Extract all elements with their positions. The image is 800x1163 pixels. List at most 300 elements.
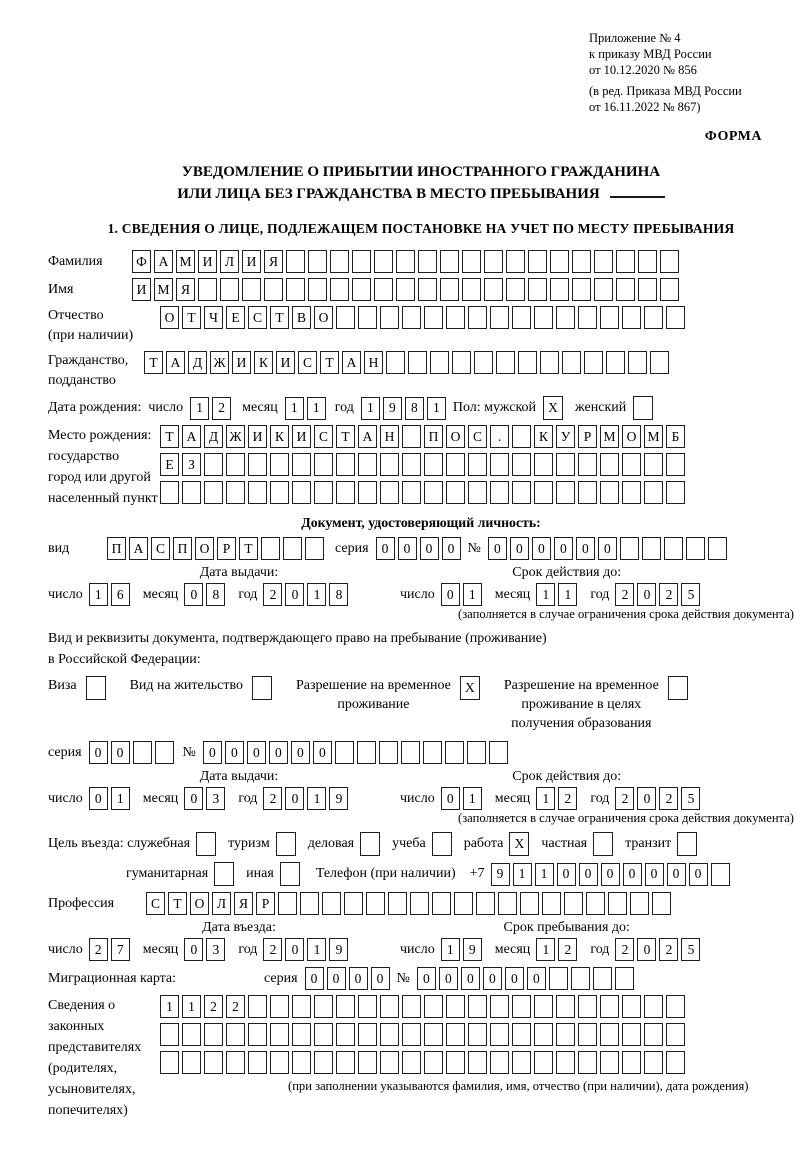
char-cell[interactable]	[344, 892, 363, 915]
char-cell[interactable]	[358, 306, 377, 329]
char-cell[interactable]	[261, 537, 280, 560]
char-cell[interactable]	[490, 481, 509, 504]
char-cell[interactable]: 2	[615, 787, 634, 810]
char-cell[interactable]: 2	[89, 938, 108, 961]
char-cell[interactable]: 0	[637, 938, 656, 961]
char-cell[interactable]: .	[490, 425, 509, 448]
char-cell[interactable]: 5	[681, 787, 700, 810]
char-cell[interactable]	[160, 1023, 179, 1046]
char-cell[interactable]: 0	[305, 967, 324, 990]
char-cell[interactable]	[336, 453, 355, 476]
char-cell[interactable]: П	[107, 537, 126, 560]
birth-place-row1-cells[interactable]	[160, 425, 688, 448]
char-cell[interactable]: И	[198, 250, 217, 273]
char-cell[interactable]	[622, 995, 641, 1018]
char-cell[interactable]	[386, 351, 405, 374]
char-cell[interactable]	[424, 1023, 443, 1046]
char-cell[interactable]: И	[232, 351, 251, 374]
char-cell[interactable]	[155, 741, 174, 764]
char-cell[interactable]: 9	[463, 938, 482, 961]
char-cell[interactable]: 9	[383, 397, 402, 420]
char-cell[interactable]	[286, 278, 305, 301]
char-cell[interactable]	[571, 967, 590, 990]
char-cell[interactable]	[204, 1051, 223, 1074]
purpose-humanitarian-checkbox[interactable]	[214, 862, 234, 886]
purpose-business-checkbox[interactable]	[360, 832, 380, 856]
char-cell[interactable]: 2	[263, 938, 282, 961]
char-cell[interactable]	[286, 250, 305, 273]
char-cell[interactable]	[578, 481, 597, 504]
char-cell[interactable]: 2	[263, 787, 282, 810]
char-cell[interactable]: 3	[206, 787, 225, 810]
purpose-transit-checkbox[interactable]	[677, 832, 697, 856]
char-cell[interactable]	[446, 481, 465, 504]
char-cell[interactable]	[278, 892, 297, 915]
char-cell[interactable]	[336, 481, 355, 504]
char-cell[interactable]	[204, 1023, 223, 1046]
stay-year-cells[interactable]	[615, 938, 703, 961]
char-cell[interactable]: И	[276, 351, 295, 374]
char-cell[interactable]: 0	[313, 741, 332, 764]
char-cell[interactable]	[410, 892, 429, 915]
char-cell[interactable]	[440, 278, 459, 301]
char-cell[interactable]	[666, 1023, 685, 1046]
char-cell[interactable]: 1	[513, 863, 532, 886]
char-cell[interactable]: 9	[329, 787, 348, 810]
purpose-other-checkbox[interactable]	[280, 862, 300, 886]
char-cell[interactable]: Ч	[204, 306, 223, 329]
purpose-study-checkbox[interactable]	[432, 832, 452, 856]
char-cell[interactable]	[496, 351, 515, 374]
char-cell[interactable]	[308, 278, 327, 301]
char-cell[interactable]	[446, 995, 465, 1018]
char-cell[interactable]	[468, 481, 487, 504]
char-cell[interactable]	[204, 453, 223, 476]
permit-issue-year-cells[interactable]	[263, 787, 351, 810]
id-issue-day-cells[interactable]	[89, 583, 133, 606]
char-cell[interactable]	[528, 278, 547, 301]
char-cell[interactable]	[578, 453, 597, 476]
char-cell[interactable]	[424, 995, 443, 1018]
char-cell[interactable]: 0	[89, 787, 108, 810]
char-cell[interactable]: И	[132, 278, 151, 301]
char-cell[interactable]: 0	[667, 863, 686, 886]
char-cell[interactable]: 1	[536, 938, 555, 961]
char-cell[interactable]	[335, 741, 354, 764]
char-cell[interactable]	[446, 1023, 465, 1046]
char-cell[interactable]	[468, 1051, 487, 1074]
char-cell[interactable]	[380, 1051, 399, 1074]
char-cell[interactable]: 8	[329, 583, 348, 606]
char-cell[interactable]: Р	[256, 892, 275, 915]
char-cell[interactable]: 8	[405, 397, 424, 420]
permit-valid-day-cells[interactable]	[441, 787, 485, 810]
char-cell[interactable]	[490, 1051, 509, 1074]
char-cell[interactable]	[308, 250, 327, 273]
char-cell[interactable]: Т	[182, 306, 201, 329]
char-cell[interactable]: У	[556, 425, 575, 448]
char-cell[interactable]	[380, 453, 399, 476]
char-cell[interactable]: Ф	[132, 250, 151, 273]
char-cell[interactable]: 3	[206, 938, 225, 961]
char-cell[interactable]: З	[182, 453, 201, 476]
char-cell[interactable]	[594, 250, 613, 273]
char-cell[interactable]	[352, 278, 371, 301]
char-cell[interactable]	[512, 1023, 531, 1046]
char-cell[interactable]	[484, 250, 503, 273]
char-cell[interactable]	[424, 306, 443, 329]
char-cell[interactable]	[534, 1051, 553, 1074]
char-cell[interactable]: 0	[441, 787, 460, 810]
char-cell[interactable]	[600, 481, 619, 504]
char-cell[interactable]	[446, 306, 465, 329]
char-cell[interactable]	[666, 453, 685, 476]
char-cell[interactable]	[270, 995, 289, 1018]
char-cell[interactable]	[423, 741, 442, 764]
char-cell[interactable]	[490, 1023, 509, 1046]
char-cell[interactable]	[292, 481, 311, 504]
entry-year-cells[interactable]	[263, 938, 351, 961]
char-cell[interactable]: 2	[558, 787, 577, 810]
char-cell[interactable]	[622, 453, 641, 476]
char-cell[interactable]	[666, 995, 685, 1018]
char-cell[interactable]: 0	[483, 967, 502, 990]
char-cell[interactable]	[401, 741, 420, 764]
char-cell[interactable]	[660, 278, 679, 301]
char-cell[interactable]	[664, 537, 683, 560]
char-cell[interactable]: Ж	[226, 425, 245, 448]
char-cell[interactable]	[600, 306, 619, 329]
char-cell[interactable]	[564, 892, 583, 915]
char-cell[interactable]	[584, 351, 603, 374]
char-cell[interactable]	[630, 892, 649, 915]
char-cell[interactable]	[336, 306, 355, 329]
char-cell[interactable]	[292, 1051, 311, 1074]
char-cell[interactable]	[622, 481, 641, 504]
char-cell[interactable]: О	[190, 892, 209, 915]
char-cell[interactable]	[622, 1023, 641, 1046]
char-cell[interactable]	[432, 892, 451, 915]
char-cell[interactable]: 1	[307, 787, 326, 810]
char-cell[interactable]	[462, 278, 481, 301]
char-cell[interactable]	[270, 1023, 289, 1046]
char-cell[interactable]: Р	[578, 425, 597, 448]
char-cell[interactable]	[374, 278, 393, 301]
temp-residence-checkbox[interactable]: X	[460, 676, 480, 700]
id-valid-day-cells[interactable]	[441, 583, 485, 606]
char-cell[interactable]: 0	[420, 537, 439, 560]
char-cell[interactable]	[490, 995, 509, 1018]
purpose-work-checkbox[interactable]: X	[509, 832, 529, 856]
char-cell[interactable]	[600, 1051, 619, 1074]
char-cell[interactable]	[379, 741, 398, 764]
char-cell[interactable]: 0	[184, 938, 203, 961]
char-cell[interactable]: Я	[264, 250, 283, 273]
sex-female-checkbox[interactable]	[633, 396, 653, 420]
char-cell[interactable]	[600, 995, 619, 1018]
char-cell[interactable]: Т	[160, 425, 179, 448]
char-cell[interactable]: 1	[190, 397, 209, 420]
char-cell[interactable]: П	[424, 425, 443, 448]
char-cell[interactable]: О	[160, 306, 179, 329]
char-cell[interactable]: 1	[536, 583, 555, 606]
char-cell[interactable]: 0	[637, 787, 656, 810]
birth-month-cells[interactable]	[285, 397, 329, 420]
char-cell[interactable]	[388, 892, 407, 915]
char-cell[interactable]	[512, 306, 531, 329]
char-cell[interactable]	[314, 1051, 333, 1074]
entry-month-cells[interactable]	[184, 938, 228, 961]
char-cell[interactable]	[512, 1051, 531, 1074]
char-cell[interactable]	[506, 250, 525, 273]
char-cell[interactable]	[489, 741, 508, 764]
char-cell[interactable]: Т	[336, 425, 355, 448]
char-cell[interactable]	[248, 1051, 267, 1074]
char-cell[interactable]: 2	[659, 938, 678, 961]
permit-issue-day-cells[interactable]	[89, 787, 133, 810]
char-cell[interactable]: 0	[111, 741, 130, 764]
char-cell[interactable]	[615, 967, 634, 990]
char-cell[interactable]	[330, 278, 349, 301]
char-cell[interactable]: К	[534, 425, 553, 448]
char-cell[interactable]	[468, 306, 487, 329]
char-cell[interactable]: 1	[535, 863, 554, 886]
char-cell[interactable]	[468, 1023, 487, 1046]
char-cell[interactable]: 5	[681, 938, 700, 961]
char-cell[interactable]	[198, 278, 217, 301]
char-cell[interactable]	[248, 1023, 267, 1046]
char-cell[interactable]	[182, 1023, 201, 1046]
char-cell[interactable]	[380, 481, 399, 504]
id-series-cells[interactable]	[376, 537, 464, 560]
char-cell[interactable]: К	[270, 425, 289, 448]
char-cell[interactable]: 0	[285, 787, 304, 810]
char-cell[interactable]: 0	[285, 583, 304, 606]
char-cell[interactable]	[430, 351, 449, 374]
char-cell[interactable]: 0	[645, 863, 664, 886]
char-cell[interactable]	[534, 481, 553, 504]
citizenship-cells[interactable]	[144, 351, 672, 374]
char-cell[interactable]: Е	[226, 306, 245, 329]
char-cell[interactable]	[446, 1051, 465, 1074]
char-cell[interactable]	[644, 1023, 663, 1046]
char-cell[interactable]: 0	[225, 741, 244, 764]
char-cell[interactable]: 0	[598, 537, 617, 560]
char-cell[interactable]	[638, 278, 657, 301]
char-cell[interactable]: 0	[371, 967, 390, 990]
char-cell[interactable]: 0	[184, 583, 203, 606]
char-cell[interactable]: 5	[681, 583, 700, 606]
char-cell[interactable]: А	[166, 351, 185, 374]
char-cell[interactable]	[556, 1023, 575, 1046]
char-cell[interactable]	[270, 481, 289, 504]
char-cell[interactable]: А	[342, 351, 361, 374]
char-cell[interactable]: 6	[111, 583, 130, 606]
char-cell[interactable]	[642, 537, 661, 560]
name-cells[interactable]	[132, 278, 682, 301]
char-cell[interactable]	[292, 995, 311, 1018]
char-cell[interactable]	[476, 892, 495, 915]
char-cell[interactable]	[518, 351, 537, 374]
char-cell[interactable]	[666, 481, 685, 504]
char-cell[interactable]: 0	[488, 537, 507, 560]
char-cell[interactable]	[264, 278, 283, 301]
char-cell[interactable]	[572, 250, 591, 273]
legal-row3-cells[interactable]	[160, 1051, 748, 1074]
char-cell[interactable]: Т	[144, 351, 163, 374]
char-cell[interactable]: П	[173, 537, 192, 560]
char-cell[interactable]	[620, 537, 639, 560]
char-cell[interactable]	[292, 1023, 311, 1046]
residence-permit-checkbox[interactable]	[252, 676, 272, 700]
char-cell[interactable]: 0	[637, 583, 656, 606]
char-cell[interactable]	[357, 741, 376, 764]
char-cell[interactable]: 0	[461, 967, 480, 990]
char-cell[interactable]: 0	[510, 537, 529, 560]
id-issue-month-cells[interactable]	[184, 583, 228, 606]
char-cell[interactable]	[283, 537, 302, 560]
stay-day-cells[interactable]	[441, 938, 485, 961]
char-cell[interactable]: 0	[89, 741, 108, 764]
char-cell[interactable]: О	[446, 425, 465, 448]
char-cell[interactable]: С	[468, 425, 487, 448]
char-cell[interactable]: 0	[327, 967, 346, 990]
char-cell[interactable]	[182, 481, 201, 504]
char-cell[interactable]: А	[182, 425, 201, 448]
char-cell[interactable]: О	[314, 306, 333, 329]
char-cell[interactable]	[358, 453, 377, 476]
char-cell[interactable]: 2	[226, 995, 245, 1018]
char-cell[interactable]	[454, 892, 473, 915]
char-cell[interactable]	[556, 481, 575, 504]
phone-cells[interactable]	[491, 863, 733, 886]
char-cell[interactable]	[534, 453, 553, 476]
char-cell[interactable]	[446, 453, 465, 476]
char-cell[interactable]: Д	[188, 351, 207, 374]
char-cell[interactable]: Л	[212, 892, 231, 915]
profession-cells[interactable]	[146, 892, 674, 915]
char-cell[interactable]: Я	[234, 892, 253, 915]
char-cell[interactable]: Т	[239, 537, 258, 560]
char-cell[interactable]: 0	[291, 741, 310, 764]
char-cell[interactable]	[226, 1051, 245, 1074]
char-cell[interactable]: 1	[441, 938, 460, 961]
char-cell[interactable]	[300, 892, 319, 915]
char-cell[interactable]	[534, 995, 553, 1018]
char-cell[interactable]	[650, 351, 669, 374]
char-cell[interactable]	[380, 1023, 399, 1046]
char-cell[interactable]: М	[644, 425, 663, 448]
char-cell[interactable]	[512, 995, 531, 1018]
permit-valid-month-cells[interactable]	[536, 787, 580, 810]
char-cell[interactable]: Я	[176, 278, 195, 301]
char-cell[interactable]: 2	[263, 583, 282, 606]
char-cell[interactable]: 0	[532, 537, 551, 560]
char-cell[interactable]: С	[248, 306, 267, 329]
char-cell[interactable]: 2	[204, 995, 223, 1018]
char-cell[interactable]: И	[292, 425, 311, 448]
char-cell[interactable]: 0	[184, 787, 203, 810]
entry-day-cells[interactable]	[89, 938, 133, 961]
char-cell[interactable]: 1	[307, 583, 326, 606]
char-cell[interactable]	[578, 995, 597, 1018]
char-cell[interactable]: 2	[659, 583, 678, 606]
char-cell[interactable]	[622, 1051, 641, 1074]
char-cell[interactable]: 9	[491, 863, 510, 886]
temp-residence-edu-checkbox[interactable]	[668, 676, 688, 700]
sex-male-checkbox[interactable]: X	[543, 396, 563, 420]
char-cell[interactable]	[467, 741, 486, 764]
id-valid-year-cells[interactable]	[615, 583, 703, 606]
char-cell[interactable]	[402, 453, 421, 476]
char-cell[interactable]: С	[314, 425, 333, 448]
char-cell[interactable]	[512, 453, 531, 476]
char-cell[interactable]	[644, 453, 663, 476]
permit-number-cells[interactable]	[203, 741, 511, 764]
char-cell[interactable]	[593, 967, 612, 990]
char-cell[interactable]: 1	[427, 397, 446, 420]
char-cell[interactable]: 0	[376, 537, 395, 560]
char-cell[interactable]	[474, 351, 493, 374]
char-cell[interactable]	[314, 995, 333, 1018]
char-cell[interactable]	[666, 306, 685, 329]
char-cell[interactable]: 0	[398, 537, 417, 560]
char-cell[interactable]	[248, 995, 267, 1018]
char-cell[interactable]: Б	[666, 425, 685, 448]
char-cell[interactable]: 1	[536, 787, 555, 810]
char-cell[interactable]	[270, 1051, 289, 1074]
char-cell[interactable]	[330, 250, 349, 273]
char-cell[interactable]	[644, 995, 663, 1018]
char-cell[interactable]	[336, 1023, 355, 1046]
char-cell[interactable]	[556, 1051, 575, 1074]
char-cell[interactable]: 1	[285, 397, 304, 420]
char-cell[interactable]: 1	[558, 583, 577, 606]
char-cell[interactable]	[402, 425, 421, 448]
char-cell[interactable]: О	[195, 537, 214, 560]
char-cell[interactable]	[534, 306, 553, 329]
char-cell[interactable]	[402, 1051, 421, 1074]
char-cell[interactable]	[600, 1023, 619, 1046]
char-cell[interactable]: Л	[220, 250, 239, 273]
char-cell[interactable]	[358, 481, 377, 504]
char-cell[interactable]	[549, 967, 568, 990]
purpose-private-checkbox[interactable]	[593, 832, 613, 856]
char-cell[interactable]	[644, 306, 663, 329]
char-cell[interactable]	[498, 892, 517, 915]
id-number-cells[interactable]	[488, 537, 730, 560]
char-cell[interactable]	[556, 453, 575, 476]
char-cell[interactable]: Д	[204, 425, 223, 448]
patronymic-cells[interactable]	[160, 306, 688, 329]
char-cell[interactable]	[396, 250, 415, 273]
char-cell[interactable]	[204, 481, 223, 504]
surname-cells[interactable]	[132, 250, 682, 273]
char-cell[interactable]: 1	[160, 995, 179, 1018]
char-cell[interactable]	[468, 995, 487, 1018]
char-cell[interactable]	[314, 1023, 333, 1046]
char-cell[interactable]	[242, 278, 261, 301]
char-cell[interactable]	[540, 351, 559, 374]
char-cell[interactable]	[550, 278, 569, 301]
char-cell[interactable]	[660, 250, 679, 273]
char-cell[interactable]: Т	[168, 892, 187, 915]
id-type-cells[interactable]	[107, 537, 327, 560]
char-cell[interactable]: О	[622, 425, 641, 448]
char-cell[interactable]	[600, 453, 619, 476]
char-cell[interactable]	[322, 892, 341, 915]
char-cell[interactable]	[520, 892, 539, 915]
